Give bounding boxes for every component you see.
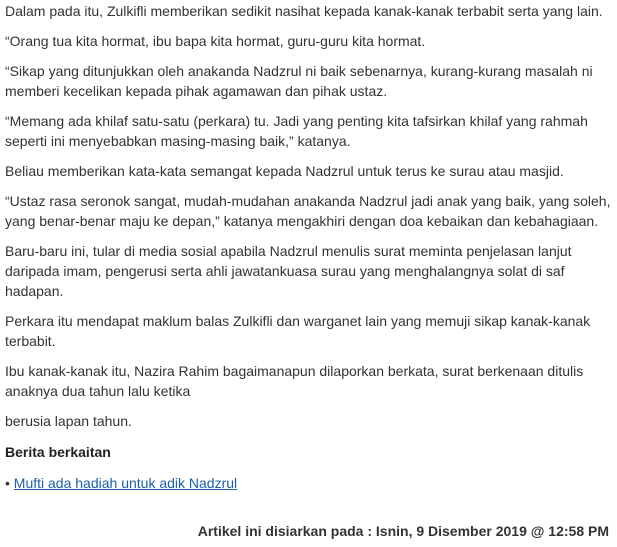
article-body [5, 0, 612, 493]
article-paragraph: Baru-baru ini, tular di media sosial apabila Nadzrul menulis surat meminta penjelasan lanjut daripada imam, pengerusi serta ahli jawatankuasa surau yang menghalangnya solat di saf hadapan. [5, 243, 572, 299]
article-paragraph: “Orang tua kita hormat, ibu bapa kita hormat, guru-guru kita hormat. [5, 33, 426, 49]
related-news-item [5, 472, 612, 493]
article-paragraph: “Ustaz rasa seronok sangat, mudah-mudahan anakanda Nadzrul jadi anak yang baik, yang soleh, yang benar-benar maju ke depan,” katanya mengakhiri dengan doa kebaikan dan kebahagiaan. [5, 193, 611, 229]
article-paragraph: Perkara itu mendapat maklum balas Zulkifli dan warganet lain yang memuji sikap kanak-kanak terbabit. [5, 313, 591, 349]
related-news-link[interactable]: Mufti ada hadiah untuk adik Nadzrul [13, 475, 238, 491]
article-paragraph: Beliau memberikan kata-kata semangat kepada Nadzrul untuk terus ke surau atau masjid. [5, 163, 564, 179]
article-paragraph: berusia lapan tahun. [5, 413, 132, 429]
article-paragraph: Dalam pada itu, Zulkifli memberikan sedikit nasihat kepada kanak-kanak terbabit serta yang lain. [5, 3, 603, 19]
publish-date: Artikel ini disiarkan pada : Isnin, 9 Disember 2019 @ 12:58 PM [197, 523, 609, 539]
related-news-heading: Berita berkaitan [5, 444, 111, 460]
article-paragraph: Ibu kanak-kanak itu, Nazira Rahim bagaimanapun dilaporkan berkata, surat berkenaan ditulis anaknya dua tahun lalu ketika [5, 363, 584, 399]
article-paragraph: “Memang ada khilaf satu-satu (perkara) tu. Jadi yang penting kita tafsirkan khilaf yang rahmah seperti ini menyebabkan masing-masing baik,” katanya. [5, 113, 588, 149]
bullet: • [5, 475, 10, 491]
article-paragraph: “Sikap yang ditunjukkan oleh anakanda Nadzrul ni baik sebenarnya, kurang-kurang masalah ni memberi kecelikan kepada pihak agamawan dan pihak ustaz. [5, 63, 593, 99]
